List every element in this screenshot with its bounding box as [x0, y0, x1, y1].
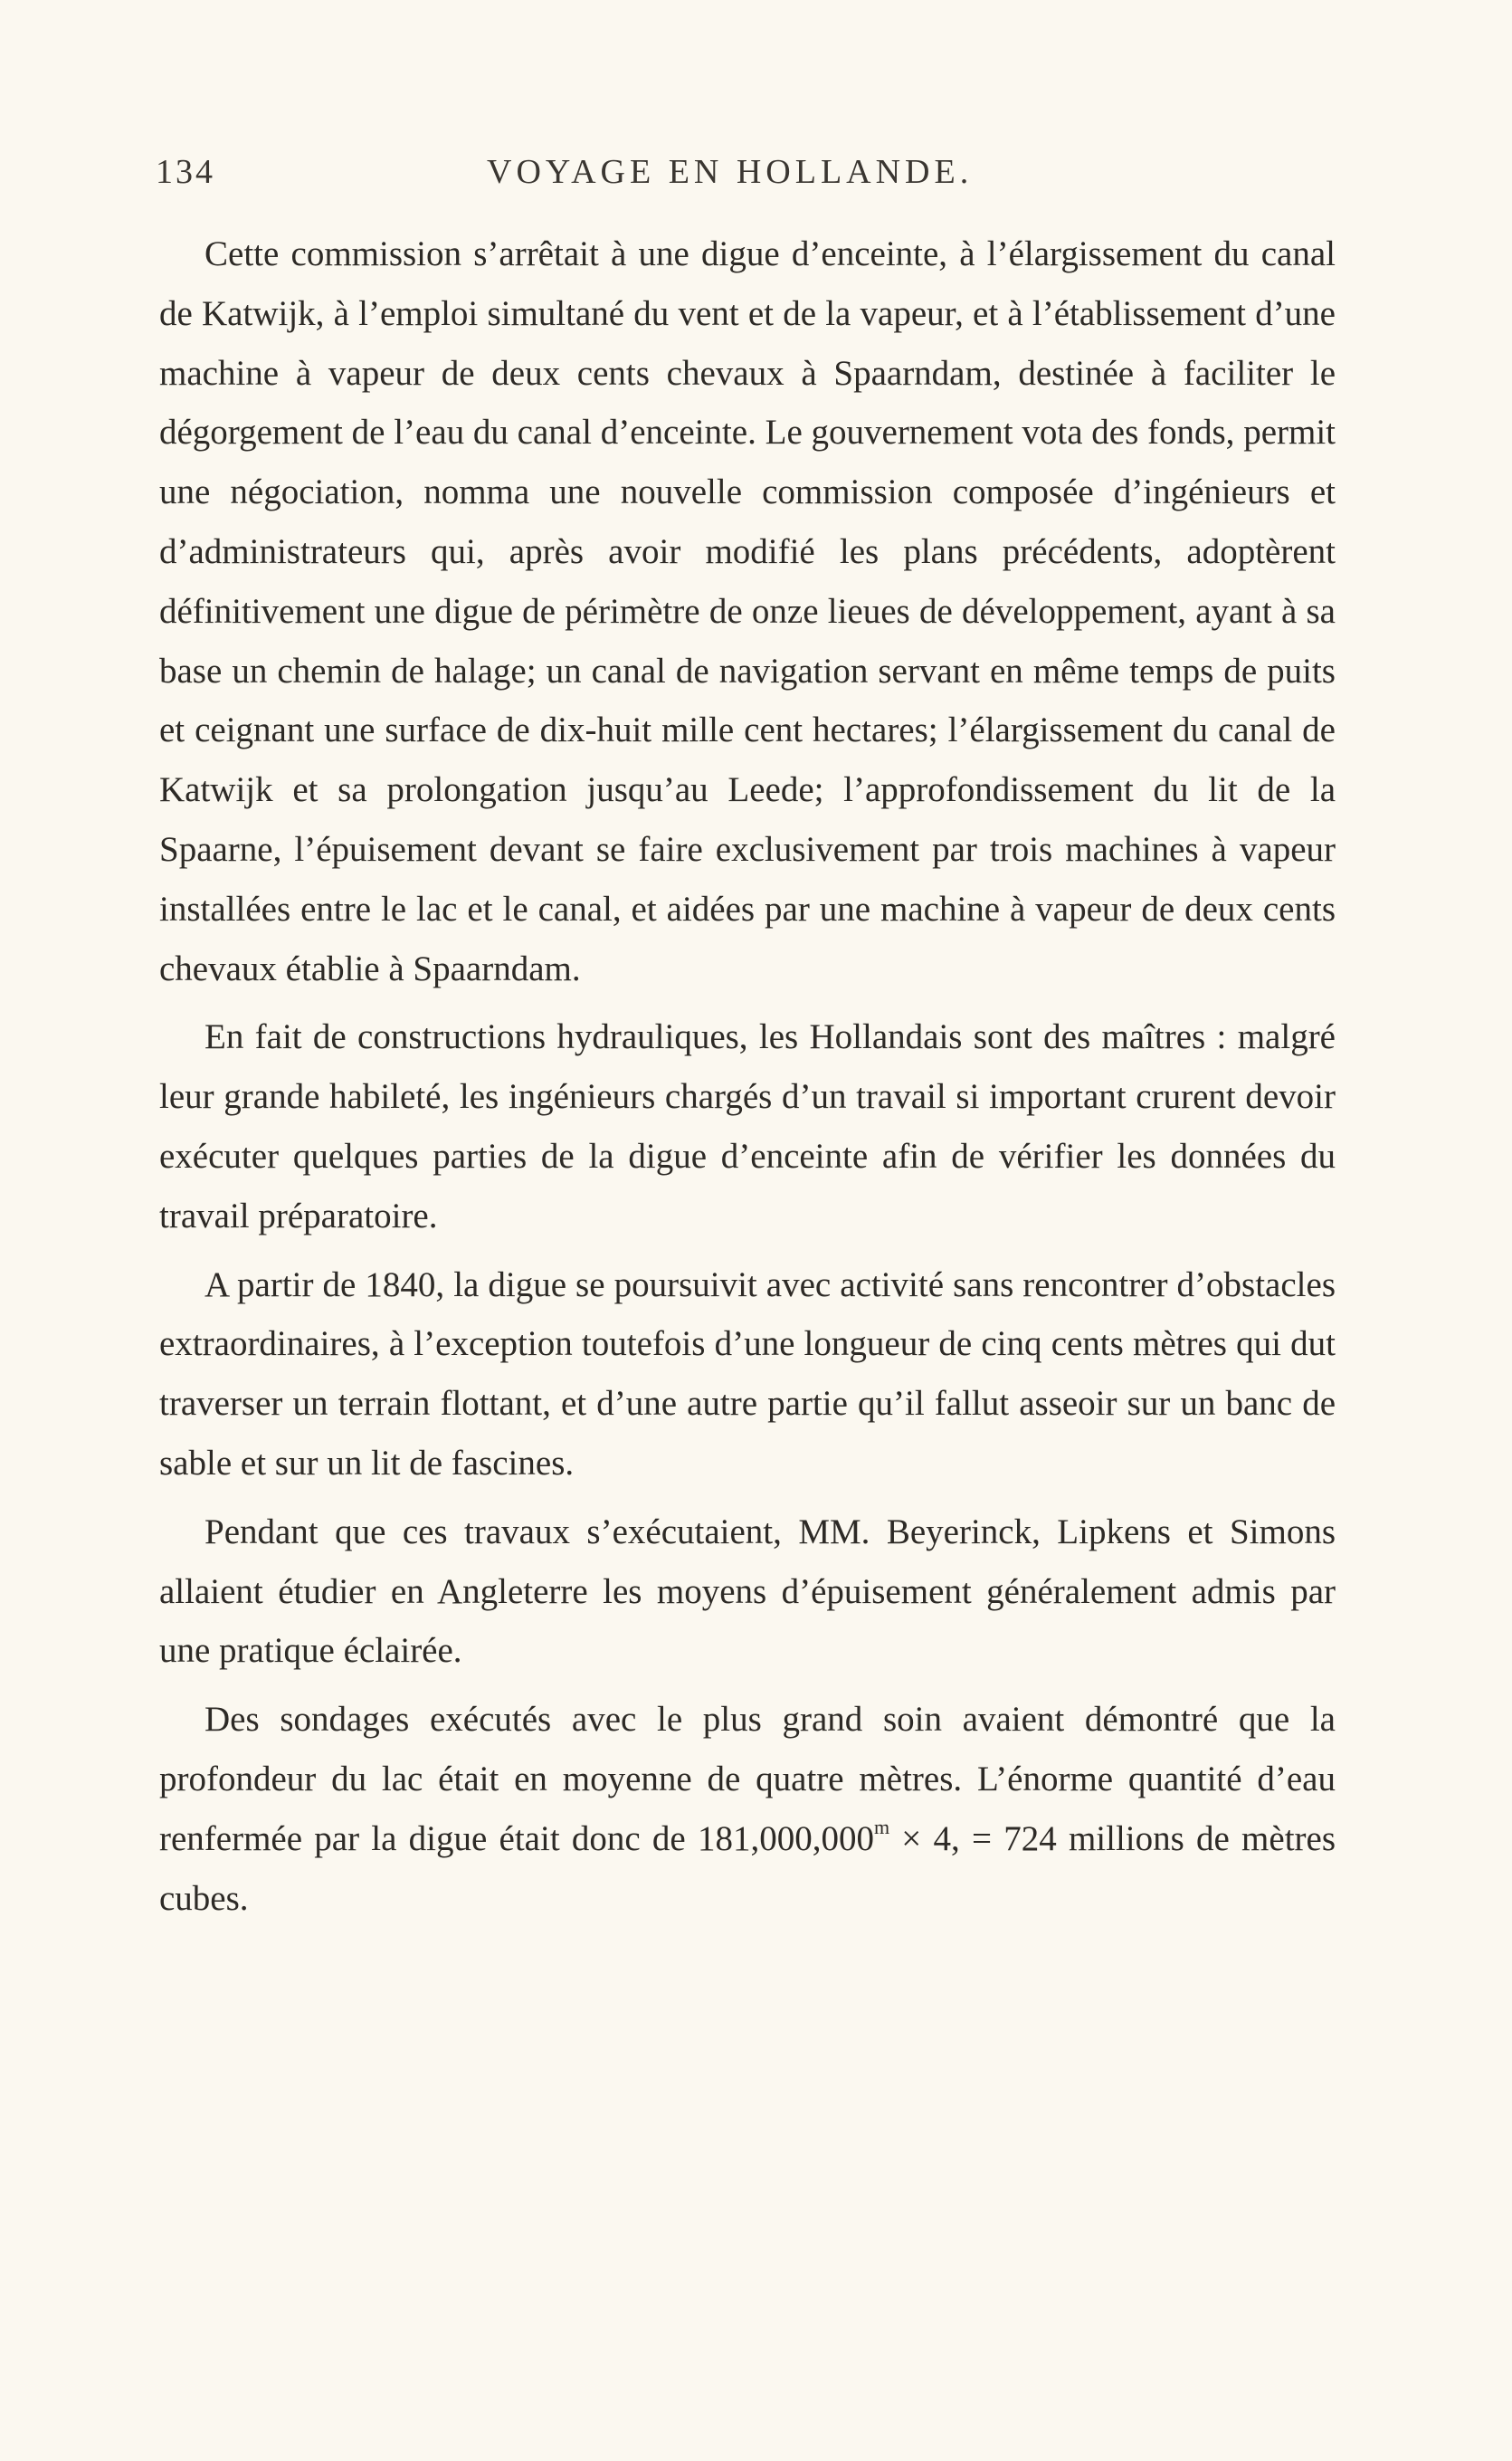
page-number: 134: [156, 153, 215, 191]
paragraph-hydraulic-constructions: En fait de constructions hydrauliques, les Hollandais sont des maîtres : malgré leur grande habileté, les ingénieurs chargés d’un travail si important crurent devoir exécuter quelques parties de la digue d’enceinte afin de vérifier les données du travail préparatoire.: [159, 1017, 1336, 1235]
paragraph-soundings: [159, 1690, 1336, 1928]
paragraph-commission: Cette commission s’arrêtait à une digue d’enceinte, à l’élargissement du canal de Katwijk, à l’emploi simultané du vent et de la vapeur, et à l’établissement d’une machine à vapeur de deux cents chevaux à Spaarndam, destinée à faciliter le dégorgement de l’eau du canal d’enceinte. Le gouvernement vota des fonds, permit une négociation, nomma une nouvelle commission composée d’ingénieurs et d’administrateurs qui, après avoir modifié les plans précédents, adoptèrent définitivement une digue de périmètre de onze lieues de développement, ayant à sa base un chemin de halage; un canal de navigation servant en même temps de puits et ceignant une surface de dix-huit mille cent hectares; l’élargissement du canal de Katwijk et sa prolongation jusqu’au Leede; l’approfondissement du lit de la Spaarne, l’épuisement devant se faire exclusivement par trois machines à vapeur installées entre le lac et le canal, et aidées par une machine à vapeur de deux cents chevaux établie à Spaarndam.: [159, 234, 1336, 988]
volume-formula-unit: m: [873, 1815, 890, 1838]
volume-formula-rest: × 4, = 724 millions de mètres cubes.: [159, 1818, 1336, 1918]
running-head: [156, 152, 1332, 206]
running-title: VOYAGE EN HOLLANDE.: [487, 153, 974, 191]
soundings-text: Des sondages exécutés avec le plus grand soin avaient démontré que la profondeur du lac était en moyenne de quatre mètres. L’énorme quantité d’eau renfermée par la digue était donc de: [159, 1700, 1336, 1858]
paragraph-dike-1840: A partir de 1840, la digue se poursuivit avec activité sans rencontrer d’obstacles extraordinaires, à l’exception toutefois d’une longueur de cinq cents mètres qui dut traverser un terrain flottant, et d’une autre partie qu’il fallut asseoir sur un banc de sable et sur un lit de fascines.: [159, 1264, 1336, 1483]
volume-formula-number: 181,000,000: [697, 1818, 874, 1858]
body-text: [159, 224, 1336, 1937]
paragraph-england-study: Pendant que ces travaux s’exécutaient, MM. Beyerinck, Lipkens et Simons allaient étudier en Angleterre les moyens d’épuisement généralement admis par une pratique éclairée.: [159, 1512, 1336, 1671]
